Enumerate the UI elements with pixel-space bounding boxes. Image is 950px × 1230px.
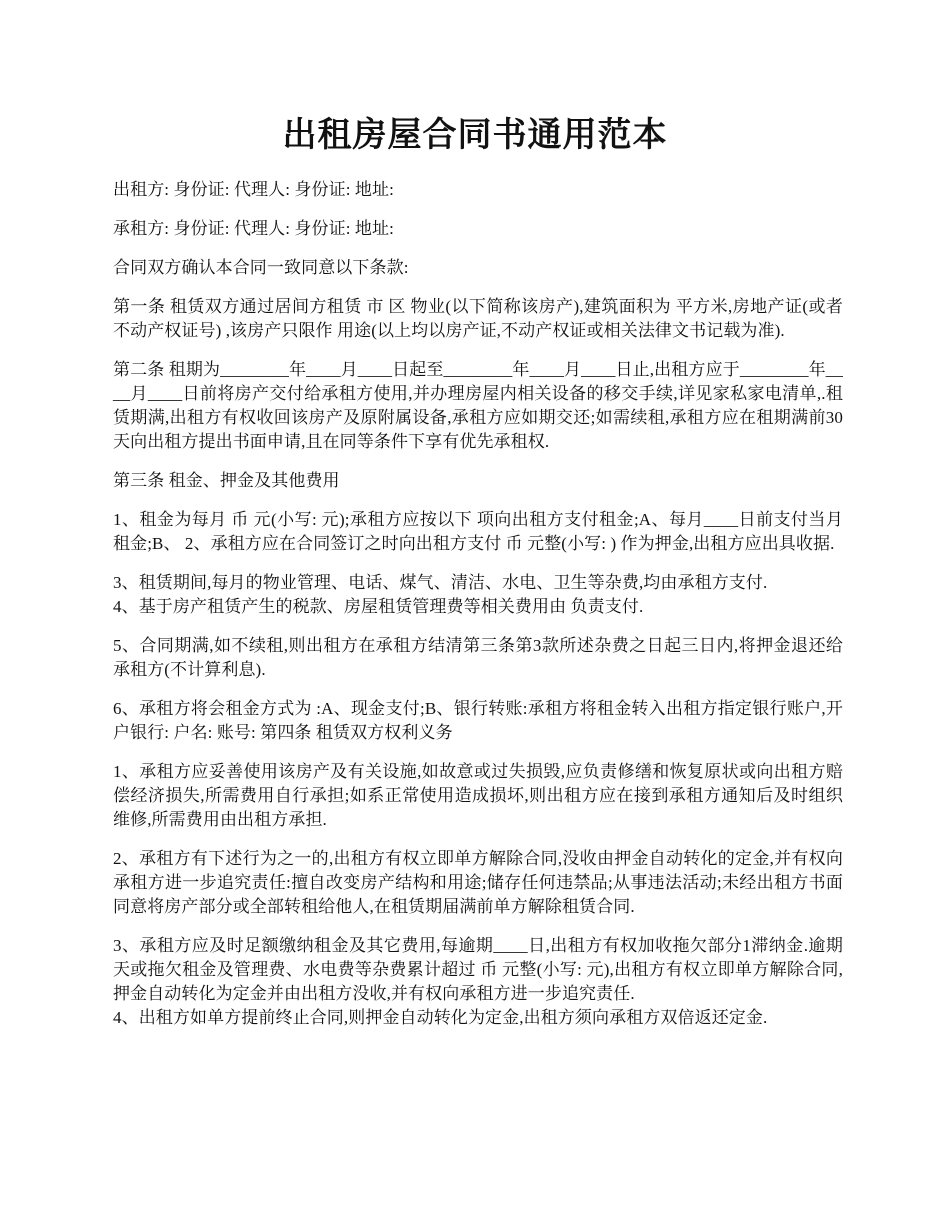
agreement-intro: 合同双方确认本合同一致同意以下条款: — [113, 258, 409, 277]
article-4-item-1: 1、承租方应妥善使用该房产及有关设施,如故意或过失损毁,应负责修缮和恢复原状或向出租方赔偿经济损失,所需费用自行承担;如系正常使用造成损坏,则出租方应在接到承租方通知后及时组织维修,所需费用由出租方承担. — [113, 762, 843, 829]
party-b-line: 承租方: 身份证: 代理人: 身份证: 地址: — [113, 219, 394, 238]
article-3-item-1-2: 1、租金为每月 币 元(小写: 元);承租方应按以下 项向出租方支付租金;A、每月____日前支付当月租金;B、 2、承租方应在合同签订之时向出租方支付 币 元整(小写: ) 作为押金,出租方应出具收据. — [113, 510, 843, 553]
party-a-line: 出租方: 身份证: 代理人: 身份证: 地址: — [113, 180, 394, 199]
article-4-item-3: 3、承租方应及时足额缴纳租金及其它费用,每逾期____日,出租方有权加收拖欠部分1滞纳金.逾期 天或拖欠租金及管理费、水电费等杂费累计超过 币 元整(小写: 元),出租方有权立即单方解除合同,押金自动转化为定金并由出租方没收,并有权向承租方进一步追究责任. — [113, 936, 848, 1003]
article-3-item-3: 3、租赁期间,每月的物业管理、电话、煤气、清洁、水电、卫生等杂费,均由承租方支付. — [113, 573, 768, 592]
article-3-item-4: 4、基于房产租赁产生的税款、房屋租赁管理费等相关费用由 负责支付. — [113, 597, 644, 616]
document-body — [113, 178, 848, 1045]
article-4-item-2: 2、承租方有下述行为之一的,出租方有权立即单方解除合同,没收由押金自动转化的定金,并有权向承租方进一步追究责任:擅自改变房产结构和用途;储存任何违禁品;从事违法活动;未经出租方书面同意将房产部分或全部转租给他人,在租赁期届满前单方解除租赁合同. — [113, 849, 843, 916]
article-4-item-4: 4、出租方如单方提前终止合同,则押金自动转化为定金,出租方须向承租方双倍返还定金. — [113, 1008, 768, 1027]
article-3-heading: 第三条 租金、押金及其他费用 — [113, 471, 340, 490]
article-1: 第一条 租赁双方通过居间方租赁 市 区 物业(以下简称该房产),建筑面积为 平方米,房地产证(或者不动产权证号) ,该房产只限作 用途(以上均以房产证,不动产权证或相关法律文书记载为准). — [113, 297, 843, 340]
article-3-item-6: 6、承租方将会租金方式为 :A、现金支付;B、银行转账:承租方将租金转入出租方指定银行账户,开户银行: 户名: 账号: 第四条 租赁双方权利义务 — [113, 699, 843, 742]
article-3-item-5: 5、合同期满,如不续租,则出租方在承租方结清第三条第3款所述杂费之日起三日内,将押金退还给承租方(不计算利息). — [113, 636, 843, 679]
document-title: 出租房屋合同书通用范本 — [282, 117, 668, 154]
article-2: 第二条 租期为________年____月____日起至________年____月____日止,出租方应于________年____月____日前将房产交付给承租方使用,并办理房屋内相关设备的移交手续,详见家私家电清单,.租赁期满,出租方有权收回该房产及原附属设备,承租方应如期交还;如需续租,承租方应在租期满前30天向出租方提出书面申请,且在同等条件下享有优先承租权. — [113, 360, 843, 451]
